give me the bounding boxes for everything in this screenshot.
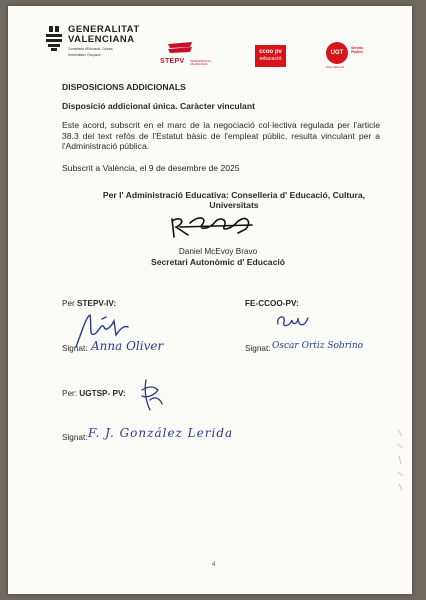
administration-signature (168, 211, 258, 243)
agreement-paragraph: Este acord, subscrit en el marc de la negociació col·lectiva regulada per l'article 38.3 del text refós de l'Estatut bàsic de l'empleat públic, resulta vinculant per a l'Administració pública. (62, 120, 380, 152)
ccoo-union-label: FE-CCOO-PV: (245, 299, 299, 308)
ugt-signature (132, 376, 172, 416)
generalitat-logo (44, 25, 140, 57)
ugt-per-prefix: Per: (62, 389, 80, 398)
generalitat-name-line1: GENERALITAT (68, 24, 140, 35)
section-heading: DISPOSICIONS ADDICIONALS (62, 82, 186, 92)
ugt-handwritten-name: F. J. González Lerida (88, 426, 234, 440)
ccoo-sector: educació (259, 56, 282, 62)
stepv-tagline: INTERSINDICAL VALENCIANA (190, 59, 212, 66)
stepv-union-label: STEPV-IV: (77, 299, 117, 308)
section-subheading: Disposició addicional única. Caràcter vinculant (62, 101, 255, 111)
stepv-signatory-label (62, 299, 116, 308)
ugt-mark: UGT (326, 42, 348, 64)
generalitat-name-line2: VALENCIANA (68, 34, 135, 45)
conselleria-name-line1: Conselleria d'Educació, Cultura, (68, 47, 114, 51)
ugt-sector: Serveis Públics (351, 46, 364, 54)
stepv-name: STEPV (160, 58, 185, 65)
signing-dateline: Subscrit a València, el 9 de desembre de 2025 (62, 163, 240, 173)
signer-title: Secretari Autonòmic d' Educació (150, 257, 285, 267)
stepv-handwritten-name: Anna Oliver (91, 339, 164, 353)
margin-scribble (394, 426, 408, 496)
page-number: 4 (212, 562, 216, 568)
stepv-signat-label: Signat: (62, 344, 88, 353)
ugt-region: País Valencià (326, 65, 345, 69)
stepv-flag-icon (166, 41, 194, 57)
generalitat-crest-icon (44, 25, 64, 51)
ccoo-handwritten-name: Oscar Ortiz Sobrino (272, 341, 364, 351)
document-page (8, 6, 412, 594)
administration-line: Per l' Administració Educativa: Conselleria d' Educació, Cultura, Universitats (102, 190, 366, 210)
ccoo-signature (274, 310, 314, 334)
ugt-signatory-label (62, 389, 126, 398)
ccoo-signat-label: Signat: (245, 344, 271, 353)
conselleria-name-line2: Universitats i Ocupació (68, 53, 101, 57)
stepv-per-prefix: Per (62, 299, 78, 308)
ugt-logo (326, 42, 364, 69)
signer-name: Daniel McEvoy Bravo (178, 247, 258, 256)
ugt-union-label: UGTSP- PV: (79, 389, 126, 398)
ccoo-name: ccoo pv (259, 49, 282, 55)
ugt-signat-label: Signat: (62, 433, 88, 442)
ccoo-logo (255, 45, 286, 67)
